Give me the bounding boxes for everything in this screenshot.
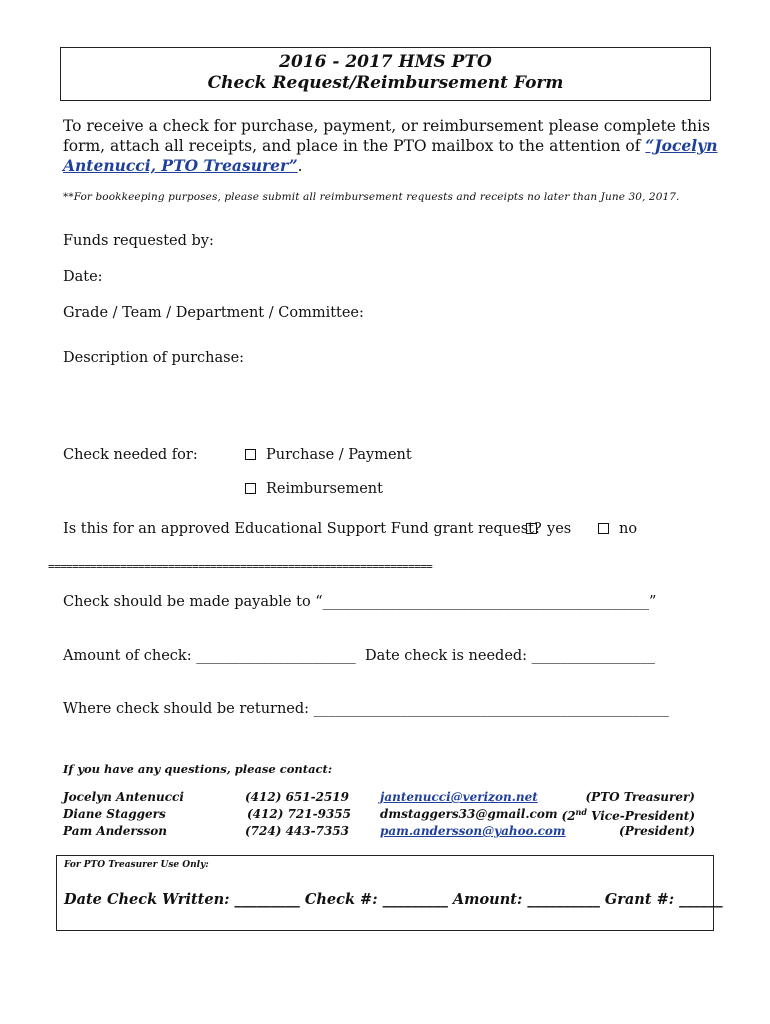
intro-text: To receive a check for purchase, payment, or reimbursement please complete this form, attach all receipts, and place in the PTO mailbox to the attention of bbox=[63, 117, 711, 155]
esf-question: Is this for an approved Educational Support Fund grant request? bbox=[63, 521, 542, 537]
checkbox-icon[interactable] bbox=[526, 523, 537, 534]
payable-to-field: Check should be made payable to “_____________________________________________” bbox=[63, 594, 657, 610]
option-no-label: no bbox=[619, 521, 638, 537]
form-title-year: 2016 - 2017 HMS PTO bbox=[279, 52, 492, 72]
contact-email-link[interactable]: jantenucci@verizon.net bbox=[380, 790, 538, 804]
contact-name: Pam Andersson bbox=[63, 824, 167, 838]
contact-name: Diane Staggers bbox=[63, 807, 166, 821]
contact-role: (PTO Treasurer) bbox=[585, 790, 695, 804]
treasurer-use-label: For PTO Treasurer Use Only: bbox=[64, 860, 209, 870]
option-purchase[interactable] bbox=[245, 447, 412, 463]
contact-role: (President) bbox=[619, 824, 695, 838]
role-suffix: Vice-President) bbox=[586, 809, 695, 823]
contact-phone: (724) 443-7353 bbox=[245, 824, 350, 838]
checkbox-icon[interactable] bbox=[245, 483, 256, 494]
checkbox-icon[interactable] bbox=[245, 449, 256, 460]
option-reimbursement[interactable] bbox=[245, 481, 383, 497]
contact-phone: (412) 721-9355 bbox=[247, 807, 352, 821]
contact-heading: If you have any questions, please contact: bbox=[63, 762, 333, 776]
intro-paragraph bbox=[63, 116, 723, 176]
returned-to-field: Where check should be returned: _________________________________________________ bbox=[63, 701, 669, 717]
treasurer-use-box bbox=[56, 855, 723, 931]
description-label: Description of purchase: bbox=[63, 350, 245, 366]
date-label: Date: bbox=[63, 269, 103, 285]
contact-name: Jocelyn Antenucci bbox=[63, 790, 184, 804]
treasurer-attention: “Jocelyn Antenucci, PTO Treasurer” bbox=[63, 136, 718, 175]
contact-email-link[interactable]: pam.andersson@yahoo.com bbox=[380, 824, 566, 838]
option-reimbursement-label: Reimbursement bbox=[266, 481, 383, 497]
check-needed-for-label: Check needed for: bbox=[63, 447, 198, 463]
role-sup: nd bbox=[575, 807, 587, 817]
funds-requested-by-label: Funds requested by: bbox=[63, 233, 214, 249]
grade-team-label: Grade / Team / Department / Committee: bbox=[63, 305, 364, 321]
option-purchase-label: Purchase / Payment bbox=[266, 447, 412, 463]
contact-phone: (412) 651-2519 bbox=[245, 790, 350, 804]
treasurer-fields: Date Check Written: _________ Check #: _________ Amount: __________ Grant #: ______ bbox=[64, 891, 723, 908]
checkbox-icon[interactable] bbox=[598, 523, 609, 534]
date-needed-field: Date check is needed: _________________ bbox=[365, 648, 655, 664]
role-prefix: (2 bbox=[561, 809, 576, 823]
form-title: Check Request/Reimbursement Form bbox=[207, 73, 564, 93]
contact-role bbox=[562, 807, 695, 823]
contact-email: dmstaggers33@gmail.com bbox=[380, 807, 558, 821]
section-divider: ================================================================ bbox=[48, 560, 433, 573]
option-yes[interactable] bbox=[526, 521, 571, 537]
intro-period: . bbox=[297, 157, 303, 175]
option-no[interactable] bbox=[598, 521, 637, 537]
form-title-box bbox=[60, 47, 711, 101]
option-yes-label: yes bbox=[547, 521, 572, 537]
amount-field: Amount of check: ______________________ bbox=[63, 648, 356, 664]
bookkeeping-note: **For bookkeeping purposes, please submit all reimbursement requests and receipts no later than June 30, 2017. bbox=[63, 191, 680, 203]
